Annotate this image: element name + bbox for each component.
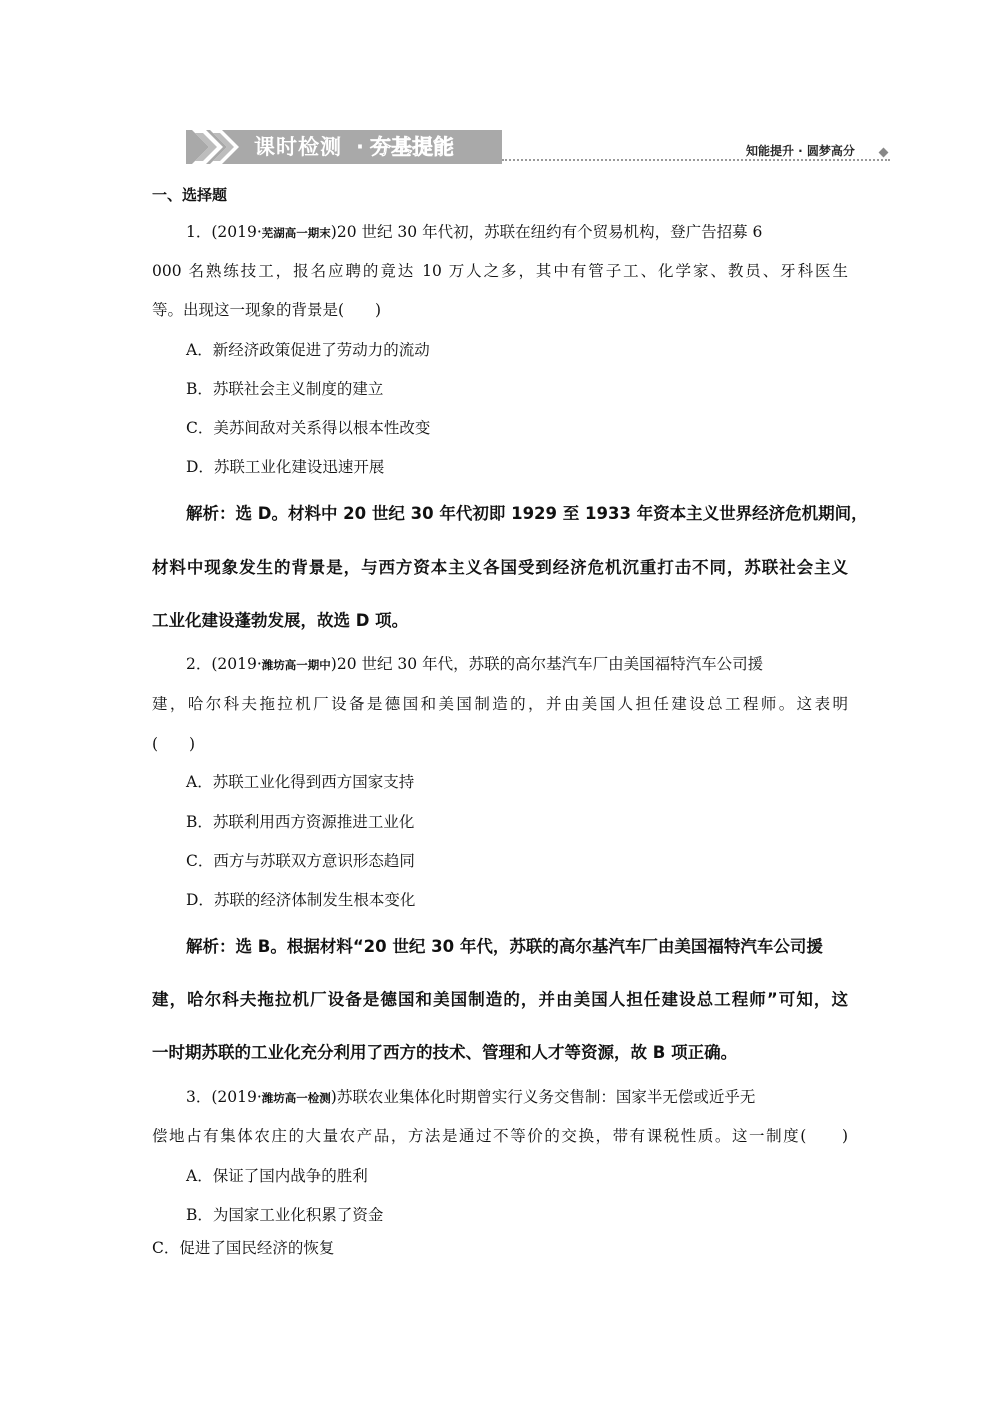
question-2-option-a: A．苏联工业化得到西方国家支持 <box>186 773 415 791</box>
question-2-stem-line-2: 建，哈尔科夫拖拉机厂设备是德国和美国制造的，并由美国人担任建设总工程师。这表明 <box>152 695 848 713</box>
question-2-option-c: C．西方与苏联双方意识形态趋同 <box>186 852 415 870</box>
question-1-stem-line-1: 1．(2019·芜湖高一期末)20 世纪 30 年代初，苏联在纽约有个贸易机构，登广告招募 6 <box>186 223 763 241</box>
question-2-stem-line-1: 2．(2019·潍坊高一期中)20 世纪 30 年代，苏联的高尔基汽车厂由美国福特汽车公司援 <box>186 655 764 673</box>
header-dotted-rule <box>502 159 890 161</box>
question-2-analysis-line-3: 一时期苏联的工业化充分利用了西方的技术、管理和人才等资源，故 B 项正确。 <box>152 1043 738 1062</box>
question-number: 2． <box>186 655 212 673</box>
question-2-analysis-line-2: 建，哈尔科夫拖拉机厂设备是德国和美国制造的，并由美国人担任建设总工程师”可知，这 <box>152 990 848 1009</box>
question-2-analysis-line-1: 解析：选 B。根据材料“20 世纪 30 年代，苏联的高尔基汽车厂由美国福特汽车公司援 <box>186 937 823 956</box>
question-number: 1． <box>186 223 212 241</box>
question-3-stem-line-1: 3．(2019·潍坊高一检测)苏联农业集体化时期曾实行义务交售制：国家半无偿或近乎无 <box>186 1088 756 1106</box>
question-1-stem-line-2: 000 名熟练技工，报名应聘的竟达 10 万人之多，其中有管子工、化学家、教员、牙科医生 <box>152 262 848 280</box>
question-1-stem-line-3: 等。出现这一现象的背景是( ) <box>152 301 382 319</box>
question-source: 潍坊高一检测 <box>261 1091 331 1105</box>
question-1-option-a: A．新经济政策促进了劳动力的流动 <box>186 341 430 359</box>
header-right-text: 知能提升 · 圆梦高分 <box>746 144 855 158</box>
question-3-option-a: A．保证了国内战争的胜利 <box>186 1167 368 1185</box>
diamond-icon <box>879 148 889 158</box>
question-2-option-d: D．苏联的经济体制发生根本变化 <box>186 891 416 909</box>
question-1-analysis-line-1: 解析：选 D。材料中 20 世纪 30 年代初即 1929 至 1933 年资本主义世界经济危机期间， <box>186 504 868 523</box>
question-2-option-b: B．苏联利用西方资源推进工业化 <box>186 813 415 831</box>
question-1-option-c: C．美苏间敌对关系得以根本性改变 <box>186 419 431 437</box>
double-chevron-icon <box>186 130 258 164</box>
question-1-option-b: B．苏联社会主义制度的建立 <box>186 380 384 398</box>
header-banner <box>186 130 502 164</box>
banner-separator: · <box>356 135 364 159</box>
question-3-option-c: C．促进了国民经济的恢复 <box>152 1239 335 1257</box>
banner-title: 课时检测 <box>254 135 342 159</box>
question-1-analysis-line-2: 材料中现象发生的背景是，与西方资本主义各国受到经济危机沉重打击不同，苏联社会主义 <box>152 558 848 577</box>
question-1-analysis-line-3: 工业化建设蓬勃发展，故选 D 项。 <box>152 611 409 630</box>
banner-subtitle: 夯基提能 <box>370 135 454 159</box>
question-3-option-b: B．为国家工业化积累了资金 <box>186 1206 384 1224</box>
question-source: 芜湖高一期末 <box>261 226 331 240</box>
question-1-option-d: D．苏联工业化建设迅速开展 <box>186 458 385 476</box>
question-source: 潍坊高一期中 <box>261 658 331 672</box>
question-number: 3． <box>186 1088 212 1106</box>
section-title: 一、选择题 <box>152 186 228 204</box>
question-2-stem-line-3: ( ) <box>152 735 196 753</box>
question-3-stem-line-2: 偿地占有集体农庄的大量农产品，方法是通过不等价的交换，带有课税性质。这一制度( ) <box>152 1127 848 1145</box>
